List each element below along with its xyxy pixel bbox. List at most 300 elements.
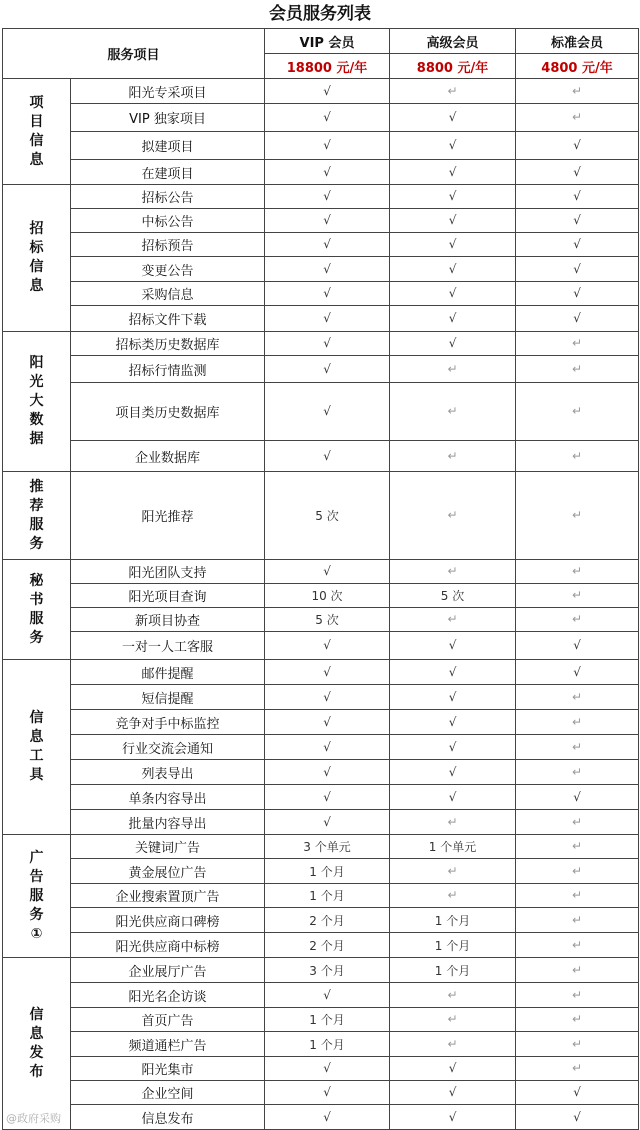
tier-value-advanced [390,209,516,233]
service-item-label: 信息发布 [141,1111,194,1127]
category-cell [3,79,71,185]
watermark: @政府采购 [6,1112,61,1125]
category-cell [3,332,71,472]
table-row [3,209,639,233]
table-row [3,160,639,185]
service-item-header-label: 服务项目 [107,48,160,63]
tier-value-advanced [390,1057,516,1081]
value-text: √ [573,138,581,152]
tier-value-advanced [390,710,516,735]
table-row [3,441,639,472]
table-row [3,632,639,660]
tier-value-advanced [390,958,516,983]
tier-value-standard [516,79,639,104]
empty-mark: ↵ [571,888,583,902]
service-item-label: 企业搜索置顶广告 [115,890,220,905]
empty-mark: ↵ [447,508,458,522]
category-label: 推荐服务 [29,478,44,552]
value-text: 1 个月 [434,963,471,978]
tier-value-advanced [390,584,516,608]
value-text: √ [323,83,331,98]
service-item-cell [71,632,265,660]
table-row [3,760,639,785]
tier-value-vip [265,560,390,584]
tier-value-advanced [390,1105,516,1130]
category-cell [3,660,71,835]
tier-value-standard [516,1008,639,1032]
service-item-cell [71,356,265,383]
tier-value-vip [265,257,390,282]
value-text: 1 个月 [309,1013,345,1027]
value-text: √ [448,1061,457,1075]
value-text: √ [573,261,581,276]
service-item-label: 招标行情监测 [128,363,207,379]
category-cell [3,472,71,560]
value-text: √ [448,739,457,754]
service-item-cell [71,710,265,735]
service-item-label: 阳光名企访谈 [128,989,207,1005]
category-label: 秘书服务 [29,572,44,646]
tier-value-advanced [390,257,516,282]
service-item-cell [71,785,265,810]
table-row [3,785,639,810]
tier-value-standard [516,209,639,233]
service-item-label: 行业交流会通知 [122,741,214,757]
service-item-label: 变更公告 [141,263,194,279]
tier-value-vip [265,660,390,685]
empty-mark: ↵ [571,814,583,829]
tier-value-vip [265,584,390,608]
value-text: √ [448,689,457,704]
category-cell [3,185,71,332]
table-row [3,332,639,356]
tier-value-advanced [390,760,516,785]
empty-mark: ↵ [447,564,458,578]
service-item-label: 阳光供应商中标榜 [115,939,220,955]
tier-value-advanced [390,933,516,958]
table-row [3,1032,639,1057]
tier-value-standard [516,1057,639,1081]
empty-mark: ↵ [571,937,583,952]
service-item-label: 招标类历史数据库 [115,338,220,353]
empty-mark: ↵ [447,612,458,626]
value-text: √ [573,237,581,251]
tier-value-advanced [390,859,516,884]
value-text: √ [573,789,581,804]
empty-mark: ↵ [571,361,583,376]
service-item-cell [71,104,265,132]
tier-value-standard [516,810,639,835]
value-text: √ [323,189,331,203]
empty-mark: ↵ [571,1036,583,1051]
value-text: √ [448,286,457,300]
tier-value-advanced [390,306,516,332]
tier-value-vip [265,835,390,859]
value-text: √ [448,138,457,152]
table-row [3,660,639,685]
membership-table [2,28,639,1130]
empty-mark: ↵ [571,1061,583,1075]
empty-mark: ↵ [447,888,458,902]
service-item-cell [71,472,265,560]
tier-value-standard [516,859,639,884]
tier-value-vip [265,983,390,1008]
tier-value-advanced [390,1081,516,1105]
value-text: √ [323,336,331,350]
tier-value-vip [265,160,390,185]
category-label: 信息发布 [29,1006,44,1080]
service-item-label: 项目类历史数据库 [115,406,220,421]
value-text: √ [323,689,331,704]
tier-value-advanced [390,608,516,632]
table-row [3,560,639,584]
service-item-cell [71,383,265,441]
service-item-cell [71,441,265,472]
tier-value-vip [265,441,390,472]
value-text: √ [573,286,581,300]
value-text: 3 个月 [309,963,345,978]
service-item-cell [71,1057,265,1081]
service-item-cell [71,760,265,785]
tier-value-vip [265,306,390,332]
service-item-label: VIP 独家项目 [129,112,206,127]
value-text: √ [448,213,457,227]
value-text: √ [323,564,331,578]
tier-value-standard [516,632,639,660]
tier-value-advanced [390,185,516,209]
service-item-label: 阳光专采项目 [128,85,207,101]
table-row [3,958,639,983]
value-text: √ [573,189,581,203]
tier-value-vip [265,810,390,835]
tier-value-standard [516,383,639,441]
header-row-tier-names [3,29,639,54]
service-item-cell [71,933,265,958]
table-row [3,79,639,104]
tier-value-vip [265,104,390,132]
table-row [3,1008,639,1032]
value-text: √ [448,1109,457,1124]
service-item-cell [71,233,265,257]
tier-value-advanced [390,884,516,908]
service-item-cell [71,835,265,859]
value-text: 5 次 [315,613,339,627]
service-item-header [3,29,265,79]
value-text: 5 次 [315,509,339,523]
empty-mark: ↵ [571,962,583,977]
value-text: √ [573,1109,581,1124]
value-text: √ [448,1085,457,1099]
tier-value-standard [516,132,639,160]
tier-value-vip [265,1032,390,1057]
empty-mark: ↵ [571,912,583,927]
service-item-cell [71,160,265,185]
value-text: √ [573,213,581,227]
tier-name-vip: VIP 会员 [265,29,390,54]
service-item-cell [71,735,265,760]
tier-value-vip [265,185,390,209]
tier-value-advanced [390,632,516,660]
tier-value-vip [265,1008,390,1032]
service-item-cell [71,306,265,332]
empty-mark: ↵ [571,448,583,463]
table-row [3,908,639,933]
tier-value-advanced [390,441,516,472]
tier-value-vip [265,1105,390,1130]
tier-value-standard [516,710,639,735]
tier-value-standard [516,1105,639,1130]
table-row [3,983,639,1008]
tier-price-vip: 18800 元/年 [265,54,390,79]
table-row [3,383,639,441]
tier-name-advanced: 高级会员 [390,29,516,54]
tier-value-standard [516,958,639,983]
category-label: 广告服务① [29,849,44,942]
empty-mark: ↵ [571,739,583,754]
table-row [3,710,639,735]
service-item-cell [71,859,265,884]
tier-value-vip [265,233,390,257]
value-text: 1 个月 [309,889,345,903]
tier-value-advanced [390,79,516,104]
tier-value-vip [265,1081,390,1105]
tier-value-standard [516,356,639,383]
tier-value-vip [265,632,390,660]
tier-value-vip [265,958,390,983]
value-text: √ [448,336,457,350]
tier-value-vip [265,332,390,356]
value-text: √ [323,448,331,463]
service-item-cell [71,584,265,608]
service-item-cell [71,908,265,933]
value-text: √ [323,261,331,276]
service-item-label: 黄金展位广告 [128,865,207,881]
tier-value-standard [516,660,639,685]
tier-value-vip [265,735,390,760]
service-item-cell [71,332,265,356]
tier-value-standard [516,983,639,1008]
tier-value-advanced [390,1032,516,1057]
empty-mark: ↵ [571,564,583,578]
empty-mark: ↵ [571,336,583,350]
value-text: √ [323,764,331,779]
tier-value-vip [265,908,390,933]
tier-value-standard [516,608,639,632]
tier-value-advanced [390,983,516,1008]
service-item-label: 阳光项目查询 [128,590,207,605]
value-text: √ [323,164,331,179]
value-text: √ [448,237,457,251]
tier-value-advanced [390,908,516,933]
tier-value-standard [516,233,639,257]
value-text: √ [573,664,581,679]
empty-mark: ↵ [447,987,458,1002]
value-text: 5 次 [440,589,465,603]
tier-value-advanced [390,835,516,859]
tier-value-standard [516,282,639,306]
table-row [3,472,639,560]
category-cell [3,560,71,660]
table-row [3,356,639,383]
empty-mark: ↵ [571,1012,583,1026]
value-text: √ [323,789,331,804]
table-row [3,282,639,306]
service-item-label: 阳光集市 [141,1063,194,1078]
tier-value-standard [516,560,639,584]
value-text: √ [323,664,331,679]
value-text: √ [323,638,331,652]
value-text: 2 个月 [309,913,345,928]
table-row [3,306,639,332]
service-item-label: 招标公告 [141,191,194,206]
service-item-cell [71,282,265,306]
tier-value-advanced [390,356,516,383]
tier-value-standard [516,1032,639,1057]
category-cell [3,835,71,958]
tier-value-advanced [390,104,516,132]
table-row [3,104,639,132]
empty-mark: ↵ [447,83,458,98]
tier-value-vip [265,1057,390,1081]
tier-value-vip [265,933,390,958]
value-text: √ [573,164,581,179]
service-item-cell [71,660,265,685]
tier-value-advanced [390,810,516,835]
value-text: √ [573,311,581,325]
tier-value-vip [265,710,390,735]
empty-mark: ↵ [571,689,583,704]
service-item-label: 采购信息 [141,288,194,303]
value-text: √ [323,714,331,729]
tier-value-standard [516,185,639,209]
tier-value-standard [516,785,639,810]
table-row [3,584,639,608]
tier-value-vip [265,79,390,104]
value-text: √ [323,987,331,1002]
service-item-label: 在建项目 [141,166,194,182]
value-text: √ [448,638,457,652]
value-text: √ [323,1109,331,1124]
tier-value-vip [265,209,390,233]
tier-value-standard [516,908,639,933]
value-text: √ [573,1085,581,1099]
value-text: 1 个月 [434,913,471,928]
tier-name-standard: 标准会员 [516,29,639,54]
empty-mark: ↵ [571,987,583,1002]
tier-value-standard [516,104,639,132]
table-body [3,79,639,1130]
value-text: 1 个单元 [428,840,477,854]
service-item-cell [71,132,265,160]
tier-value-advanced [390,383,516,441]
service-item-cell [71,1008,265,1032]
empty-mark: ↵ [447,448,458,463]
tier-value-vip [265,608,390,632]
value-text: √ [448,311,457,325]
tier-value-standard [516,584,639,608]
service-item-label: 一对一人工客服 [122,640,214,655]
service-item-label: 招标预告 [141,239,194,254]
value-text: √ [323,311,331,325]
value-text: 10 次 [311,589,343,603]
service-item-cell [71,1081,265,1105]
tier-value-advanced [390,332,516,356]
service-item-label: 中标公告 [141,215,194,230]
value-text: √ [448,189,457,203]
value-text: 1 个月 [309,1037,345,1052]
tier-value-standard [516,472,639,560]
service-item-label: 阳光推荐 [141,510,194,525]
value-text: √ [323,404,331,418]
service-item-label: 邮件提醒 [141,666,194,682]
value-text: 1 个月 [434,938,471,953]
table-row [3,608,639,632]
service-item-cell [71,958,265,983]
service-item-cell [71,257,265,282]
empty-mark: ↵ [571,714,583,729]
service-item-cell [71,884,265,908]
service-item-label: 关键词广告 [135,841,201,856]
tier-value-advanced [390,160,516,185]
value-text: √ [323,138,331,152]
page-title: 会员服务列表 [269,4,371,24]
value-text: √ [323,213,331,227]
service-item-cell [71,1105,265,1130]
tier-value-standard [516,441,639,472]
service-item-label: 短信提醒 [141,691,194,707]
empty-mark: ↵ [447,404,458,418]
table-row [3,810,639,835]
service-item-cell [71,209,265,233]
tier-value-standard [516,933,639,958]
tier-value-advanced [390,1008,516,1032]
tier-value-standard [516,332,639,356]
tier-value-advanced [390,472,516,560]
value-text: √ [448,664,457,679]
tier-value-standard [516,160,639,185]
service-item-label: 企业空间 [141,1087,194,1102]
table-row [3,735,639,760]
category-label: 招标信息 [29,221,44,294]
tier-value-advanced [390,785,516,810]
tier-value-standard [516,257,639,282]
table-row [3,835,639,859]
tier-value-advanced [390,660,516,685]
service-item-cell [71,560,265,584]
value-text: √ [448,789,457,804]
empty-mark: ↵ [447,361,458,376]
service-item-label: 新项目协查 [135,614,201,629]
tier-value-advanced [390,282,516,306]
empty-mark: ↵ [571,508,583,522]
table-row [3,132,639,160]
table-row [3,257,639,282]
service-item-label: 单条内容导出 [128,791,207,807]
tier-value-standard [516,884,639,908]
table-row [3,185,639,209]
table-row [3,884,639,908]
value-text: √ [448,764,457,779]
tier-value-standard [516,835,639,859]
service-item-label: 企业展厅广告 [128,964,207,980]
tier-value-vip [265,685,390,710]
tier-value-advanced [390,233,516,257]
service-item-cell [71,810,265,835]
empty-mark: ↵ [571,83,583,98]
value-text: √ [323,361,331,376]
tier-value-standard [516,1081,639,1105]
service-item-label: 批量内容导出 [128,816,207,832]
